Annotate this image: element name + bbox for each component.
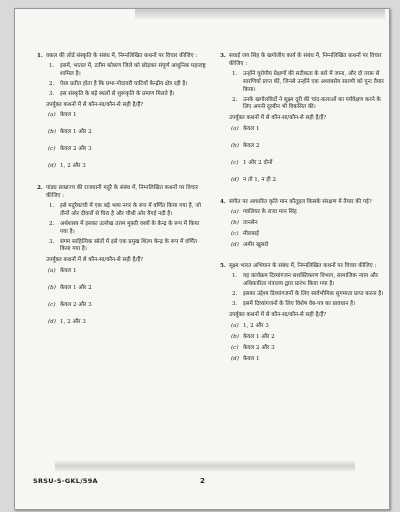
option-letter: (b) <box>231 219 239 226</box>
statement-text: उनके खगोलविदों ने सूक्ष्म दूरी की चांद-कलाओं का पर्यवेक्षण करने के लिए अपनी दूरबीन भी विकसित की। <box>243 96 381 111</box>
question-stem: पांड्य साम्राज्य की राजधानी मदुरै के संबंध में, निम्नलिखित कथनों पर विचार कीजिए : <box>46 185 198 199</box>
statement-text: इसमें, भातल में, टतीम कोकण जिले को छोड़कर संपूर्ण आधुनिक महाराष्ट्र शामिल है। <box>60 62 206 77</box>
question-number: 2. <box>37 185 43 192</box>
statement-number: 3. <box>49 90 55 97</box>
statement-number: 2. <box>49 220 55 227</box>
question-stem: सवाई जय सिंह के खगोलीय कार्य के संबंध में, निम्नलिखित कथनों पर विचार कीजिए : <box>229 53 382 67</box>
statement-text: इसे मदुरैकांची में एक बड़े भव्य नगर के रूप में वर्णित किया गया है, जो तीनों ओर दीवारों से घिरा है और चौथी ओर वैगई नदी है। <box>60 202 201 217</box>
statement <box>229 291 390 299</box>
statement <box>229 273 390 289</box>
option-text: 1 और 2 दोनों <box>243 160 273 167</box>
statement-text: उन्होंने यूरोपीय प्रेक्षणों की सटीकता के बारे में जाना, और दो तरफ़ से सारणियाँ प्राप्त कीं, जिनसे उन्होंने एक अध्यवसेय सारणी को पुनः तैयार किया। <box>243 70 384 93</box>
statement-number: 1. <box>49 62 55 69</box>
statement-text: इस संस्कृति के बड़े स्थलों से शुरूकृति के प्रमाण मिलते है। <box>60 90 175 97</box>
option-text: 1, 2 और 3 <box>243 322 269 329</box>
option-letter: (c) <box>231 344 239 351</box>
page-footer <box>15 461 389 509</box>
question-prompt: उपर्युक्त कथनों में से कौन-सा/कौन-से सही है/हैं? <box>46 257 144 264</box>
option-text: ग्वालियर के राजा मान सिंह <box>243 208 297 215</box>
paper-code: SRSU-S-GKL/59A <box>33 477 98 485</box>
question-stem: वकल की लोर्ड संस्कृति के संबंध में, निम्नलिखित कथनों पर विचार कीजिए : <box>46 53 198 59</box>
option-letter: (d) <box>231 355 239 362</box>
answer-option <box>229 126 390 134</box>
option-text: मीराबाई <box>243 230 259 237</box>
question-3 <box>220 53 390 185</box>
question-2 <box>37 185 207 327</box>
option-letter: (c) <box>231 230 239 237</box>
answer-option <box>46 319 207 327</box>
answer-option <box>46 163 207 171</box>
statement-number: 1. <box>49 202 55 209</box>
question-number: 1. <box>37 53 43 59</box>
option-text: तानसेन <box>243 219 258 226</box>
option-letter: (c) <box>48 302 56 309</box>
option-letter: (b) <box>48 285 56 292</box>
statement-number: 2. <box>232 96 238 103</box>
option-letter: (d) <box>231 176 239 183</box>
question-stem: संगीत पर आधारित कृति मान कौतूहल किसके संरक्षण में तैयार की गई? <box>229 198 372 205</box>
option-letter: (d) <box>48 318 56 325</box>
option-text: केवल 2 और 3 <box>60 302 92 309</box>
answer-option <box>46 129 207 137</box>
answer-option <box>229 220 390 228</box>
statement-text: इसमें दिव्यांगजनों के लिए विशेष वेब-पत्र का प्रावधान है। <box>243 301 356 308</box>
option-text: केवल 1 और 2 <box>60 129 92 136</box>
answer-option <box>229 345 390 353</box>
statement <box>46 81 207 89</box>
answer-option <box>46 268 207 276</box>
statement <box>229 97 390 113</box>
statement-number: 1. <box>232 70 238 77</box>
option-text: 1, 2 और 3 <box>60 318 86 325</box>
answer-option <box>46 112 207 120</box>
answer-option <box>46 302 207 310</box>
option-text: केवल 2 और 3 <box>243 344 275 351</box>
statement-text: ऐसा प्रतीत होता है कि प्रभा-गोदावरी घाटियाँ केन्द्रीय क्षेत्र रही है। <box>60 80 188 87</box>
answer-option <box>229 143 390 151</box>
question-5 <box>220 263 390 363</box>
option-text: न तो 1, न ही 2 <box>243 176 277 183</box>
option-text: केवल 1 <box>60 112 77 119</box>
statement <box>46 221 207 237</box>
option-letter: (d) <box>48 163 56 170</box>
option-text: अमीर खुसरो <box>243 241 269 248</box>
statement-number: 1. <box>232 273 238 280</box>
option-letter: (a) <box>231 322 239 329</box>
option-letter: (c) <box>48 146 56 153</box>
option-text: केवल 1 और 2 <box>60 285 92 292</box>
question-prompt: उपर्युक्त कथनों में से कौन-सा/कौन-से सही है/हैं? <box>229 311 327 318</box>
question-stem: सूक्ष्म भारत अभियान के संबंध में, निम्नलिखित कथनों पर विचार कीजिए : <box>229 263 377 270</box>
answer-option <box>229 177 390 185</box>
option-letter: (a) <box>48 112 56 119</box>
page-number: 2 <box>200 477 205 485</box>
statement-number: 3. <box>49 238 55 245</box>
option-text: केवल 1 <box>243 355 260 362</box>
answer-option <box>229 209 390 217</box>
scan-band-top <box>135 9 385 19</box>
statement-text: संगम साहित्यिक स्रोतों में इसे एक प्रमुख शिल्प केन्द्र के रूप में वर्णित किया गया है। <box>60 238 197 253</box>
option-text: केवल 2 और 3 <box>60 146 92 153</box>
statement <box>46 63 207 79</box>
exam-page <box>14 8 390 510</box>
question-number: 4. <box>220 198 226 205</box>
statement-number: 2. <box>232 291 238 298</box>
option-text: केवल 1 <box>243 126 260 133</box>
option-letter: (a) <box>231 126 239 133</box>
answer-option <box>229 231 390 239</box>
statement-number: 3. <box>232 301 238 308</box>
question-prompt: उपर्युक्त कथनों में से कौन-सा/कौन-से सही है/हैं? <box>46 101 144 108</box>
option-letter: (d) <box>231 241 239 248</box>
statement <box>229 71 390 95</box>
statement-text: यह कार्यक्रम दिव्यांगजन सशक्तिकरण विभाग, सामाजिक न्याय और अधिकारिता मंत्रालय द्वारा प्रारंभ किया गया है। <box>243 273 378 288</box>
option-letter: (b) <box>231 143 239 150</box>
option-letter: (b) <box>231 333 239 340</box>
statement <box>46 203 207 219</box>
answer-option <box>229 334 390 342</box>
statement <box>46 91 207 99</box>
question-1 <box>37 53 207 171</box>
statement <box>46 239 207 255</box>
option-text: केवल 1 <box>60 268 77 275</box>
left-column <box>37 53 207 341</box>
option-text: 1, 2 और 3 <box>60 163 86 170</box>
statement-text: अर्थशास्त्र में इसका उल्लेख उत्तम मुक्ती वस्त्रों के केन्द्र के रूप में किया गया है। <box>60 220 200 235</box>
option-letter: (c) <box>231 160 239 167</box>
option-text: केवल 2 <box>243 143 260 150</box>
answer-option <box>229 242 390 250</box>
question-4 <box>220 199 390 250</box>
answer-option <box>229 356 390 364</box>
right-column <box>220 53 390 377</box>
option-text: केवल 1 और 2 <box>243 333 275 340</box>
scan-band-bottom <box>55 461 355 471</box>
question-number: 3. <box>220 53 226 59</box>
answer-option <box>46 285 207 293</box>
answer-option <box>229 160 390 168</box>
option-letter: (b) <box>48 129 56 136</box>
statement <box>229 301 390 309</box>
question-prompt: उपर्युक्त कथनों में से कौन-सा/कौन-से सही है/हैं? <box>229 115 327 122</box>
answer-option <box>46 146 207 154</box>
statement-number: 2. <box>49 80 55 87</box>
statement-text: इसका उद्देश्य दिव्यांगजनों के लिए सार्वभौमिक सुगम्यता प्राप्त करना है। <box>243 291 384 298</box>
answer-option <box>229 323 390 331</box>
option-letter: (a) <box>231 208 239 215</box>
option-letter: (a) <box>48 268 56 275</box>
question-number: 5. <box>220 263 226 270</box>
